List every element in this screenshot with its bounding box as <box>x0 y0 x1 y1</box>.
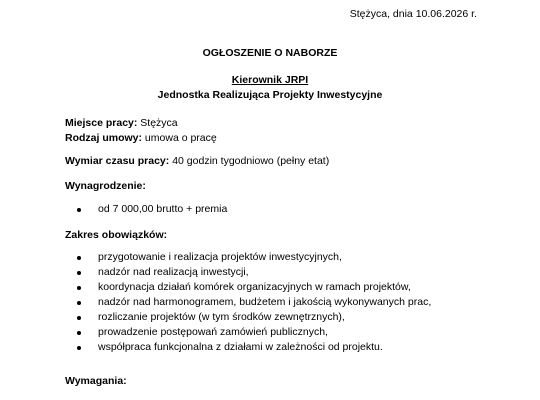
salary-heading <box>65 180 146 192</box>
contract-value: umowa o pracę <box>142 132 217 144</box>
salary-list <box>65 202 227 217</box>
bullet-icon <box>77 331 81 335</box>
contract-label: Rodzaj umowy: <box>65 132 143 144</box>
requirements-heading <box>65 375 127 387</box>
duties-list <box>65 250 431 355</box>
workplace-value: Stężyca <box>137 117 178 129</box>
date-line: Stężyca, dnia 10.06.2026 r. <box>349 8 477 20</box>
list-item: współpraca funkcjonalna z działami w zależności od projektu. <box>65 340 431 355</box>
bullet-icon <box>77 271 81 275</box>
list-item: koordynacja działań komórek organizacyjnych w ramach projektów, <box>65 280 431 295</box>
duties-heading <box>65 229 167 241</box>
hours-value: 40 godzin tygodniowo (pełny etat) <box>169 155 330 167</box>
bullet-icon <box>77 256 81 260</box>
list-item: nadzór nad realizacją inwestycji, <box>65 265 431 280</box>
unit-name: Jednostka Realizująca Projekty Inwestycyjne <box>157 89 383 101</box>
contract-line <box>65 132 217 144</box>
announcement-title: OGŁOSZENIE O NABORZE <box>202 47 338 59</box>
list-item: przygotowanie i realizacja projektów inwestycyjnych, <box>65 250 431 265</box>
list-item: nadzór nad harmonogramem, budżetem i jakością wykonywanych prac, <box>65 295 431 310</box>
bullet-icon <box>77 316 81 320</box>
bullet-icon <box>77 208 81 212</box>
workplace-label: Miejsce pracy: <box>65 117 138 129</box>
duties-label: Zakres obowiązków: <box>65 229 168 241</box>
bullet-icon <box>77 346 81 350</box>
list-item: prowadzenie postępowań zamówień publicznych, <box>65 325 431 340</box>
workplace-line <box>65 117 178 129</box>
bullet-icon <box>77 301 81 305</box>
hours-line <box>65 155 329 167</box>
position-title: Kierownik JRPI <box>231 74 309 86</box>
hours-label: Wymiar czasu pracy: <box>65 155 170 167</box>
requirements-label: Wymagania: <box>65 375 127 387</box>
list-item: rozliczanie projektów (w tym środków zewnętrznych), <box>65 310 431 325</box>
list-item: od 7 000,00 brutto + premia <box>65 202 227 217</box>
bullet-icon <box>77 286 81 290</box>
salary-label: Wynagrodzenie: <box>65 180 146 192</box>
